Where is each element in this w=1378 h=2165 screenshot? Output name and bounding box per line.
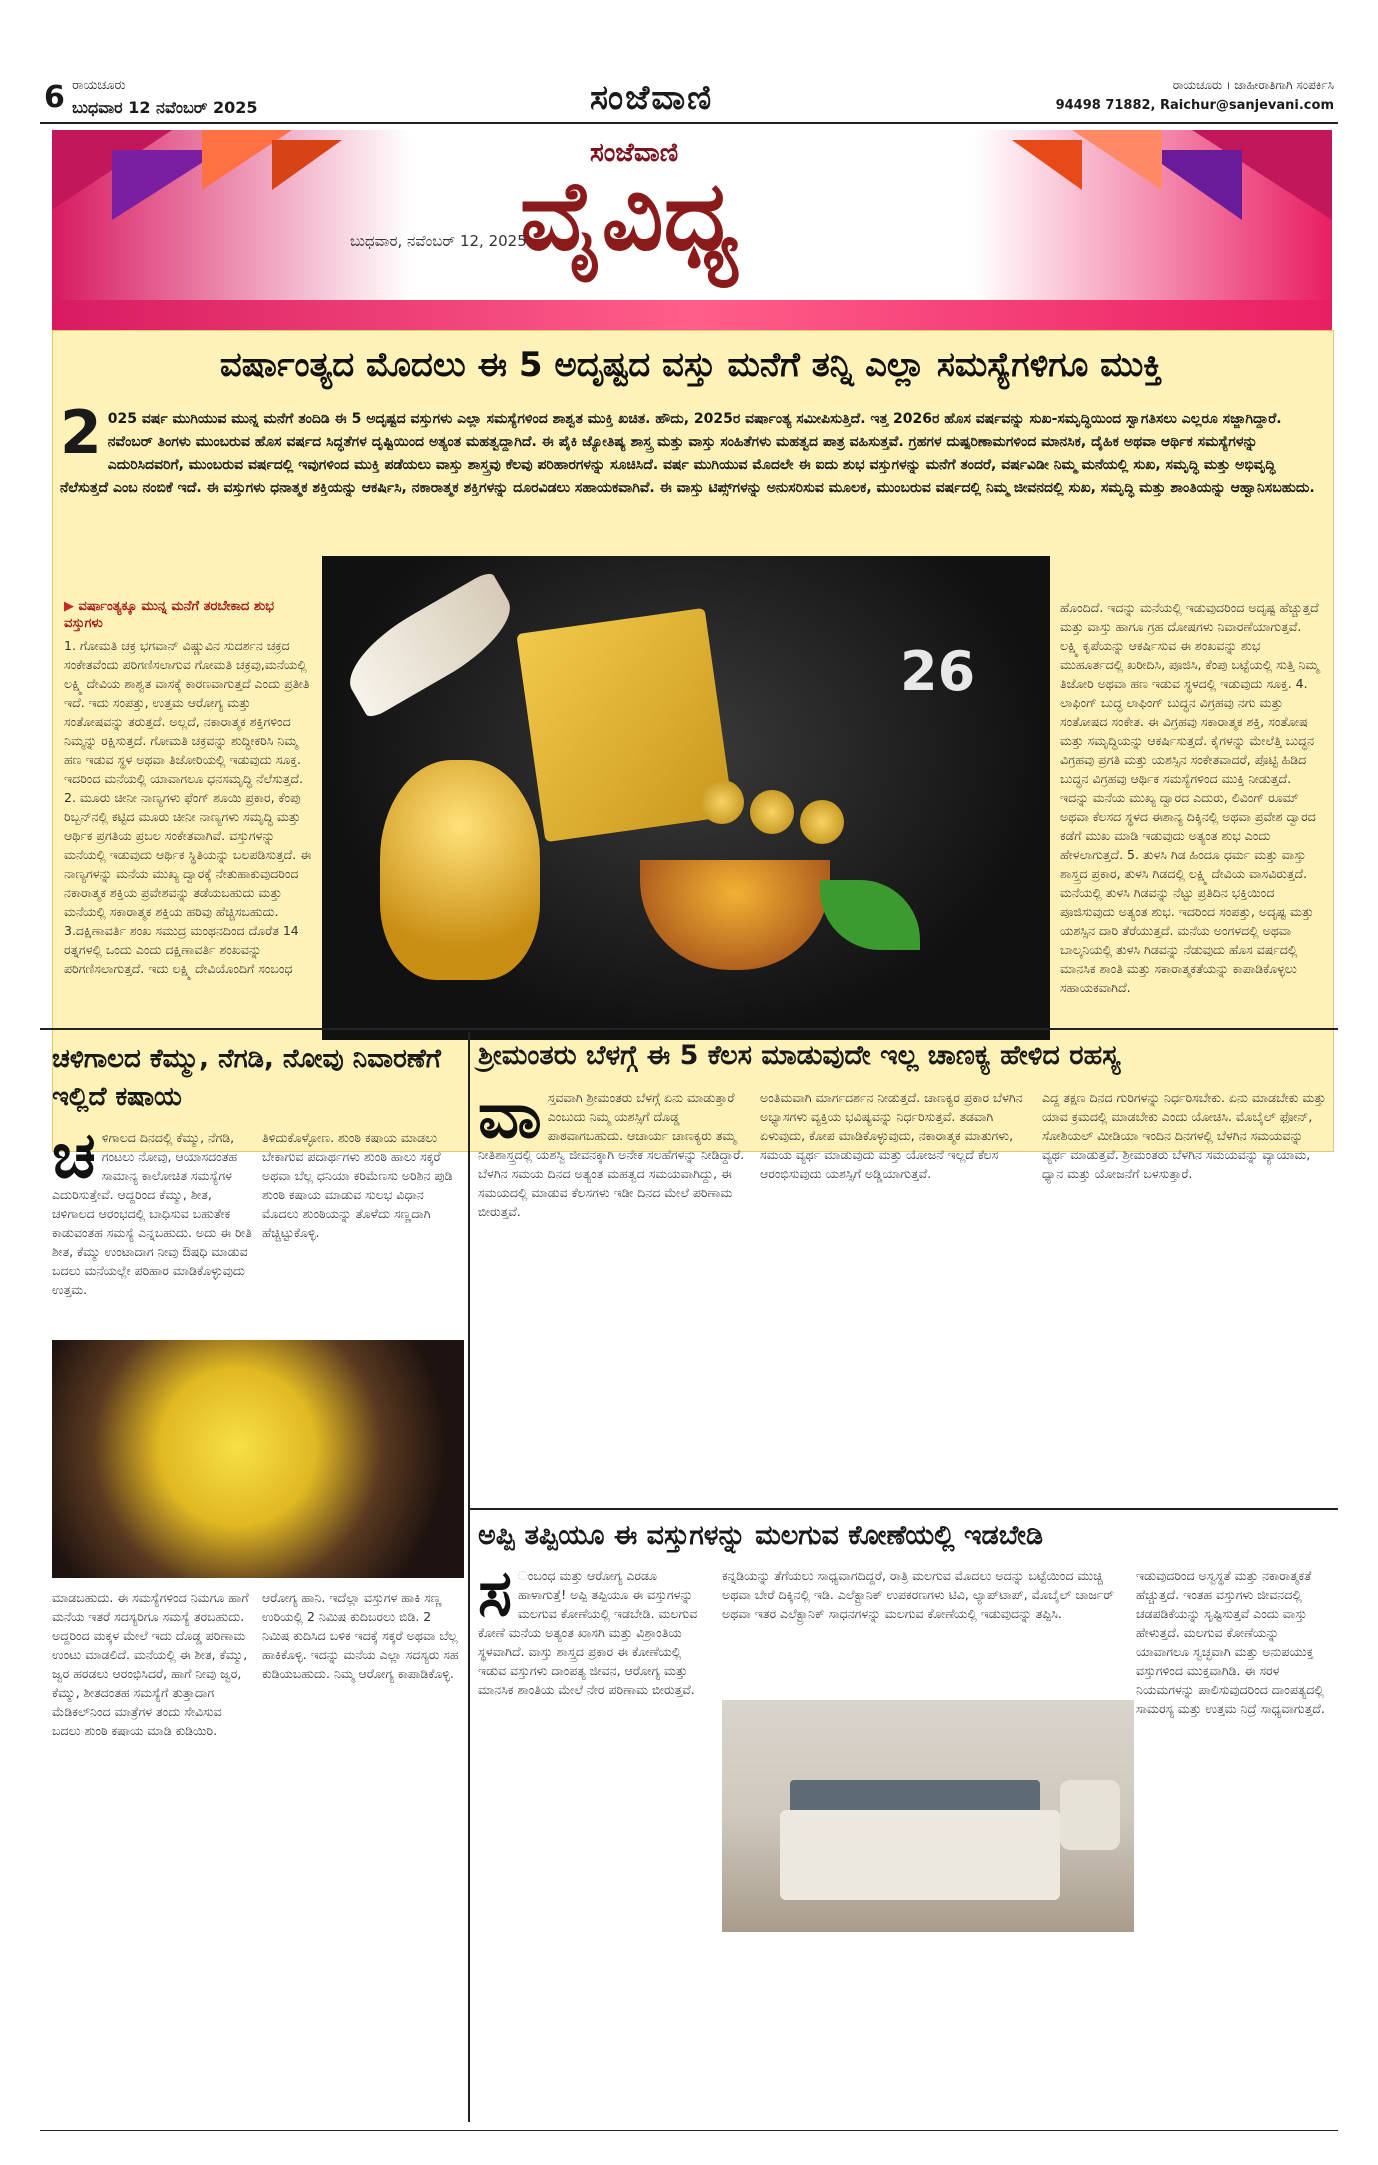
page-footer-rule (40, 2130, 1338, 2131)
lead-drop-cap: 2 (60, 398, 102, 468)
winter-remedy-headline: ಚಳಿಗಾಲದ ಕೆಮ್ಮು, ನೆಗಡಿ, ನೋವು ನಿವಾರಣೆಗೆ ಇಲ್ಲಿದೆ ಕಷಾಯ (52, 1044, 441, 1112)
section-title: ವೈವಿಧ್ಯ (520, 160, 739, 272)
winter-remedy-col4: ಆರೋಗ್ಯ ಹಾನಿ. ಇದೆಲ್ಲಾ ವಸ್ತುಗಳ ಹಾಕಿ ಸಣ್ಣ ಉರಿಯಲ್ಲಿ 2 ನಿಮಿಷ ಕುದಿಬರಲು ಬಿಡಿ. 2 ನಿಮಿಷ ಕುದಿಸಿದ ಬಳಿಕ ಇದಕ್ಕೆ ಸಕ್ಕರೆ ಅಥವಾ ಬೆಲ್ಲ ಹಾಕಿಕೊಳ್ಳಿ. ಇದನ್ನು ಮನೆಯ ಎಲ್ಲಾ ಸದಸ್ಯರು ಸಹ ಕುಡಿಯಬಹುದು. ನಿಮ್ಮ ಆರೋಗ್ಯ ಕಾಪಾಡಿಕೊಳ್ಳಿ. (262, 1590, 459, 1681)
year-ornament: 26 (900, 640, 976, 703)
laughing-buddha (380, 760, 540, 980)
masthead-contact: 94498 71882, Raichur@sanjevani.com (1055, 98, 1334, 113)
bedroom-col2-cont (722, 1940, 1122, 2118)
masthead-date: ಬುಧವಾರ 12 ನವೆಂಬರ್ 2025 (72, 98, 258, 117)
newspaper-logo: ಸಂಜೆವಾಣಿ (590, 78, 714, 118)
section-divider (40, 1028, 1338, 1030)
lead-intro (60, 398, 1322, 500)
bedroom-headline: ಅಪ್ಪಿ ತಪ್ಪಿಯೂ ಈ ವಸ್ತುಗಳನ್ನು ಮಲಗುವ ಕೋಣೆಯಲ್ಲಿ ಇಡಬೇಡಿ (478, 1520, 1044, 1551)
turmeric-milk-photo (52, 1340, 464, 1578)
lead-intro-text: 025 ವರ್ಷ ಮುಗಿಯುವ ಮುನ್ನ ಮನೆಗೆ ತಂದಿಡಿ ಈ 5 ಅದೃಷ್ಟದ ವಸ್ತುಗಳು ಎಲ್ಲಾ ಸಮಸ್ಯೆಗಳಿಂದ ಶಾಶ್ವತ ಮುಕ್ತಿ ಖಚಿತ. ಹೌದು, 2025ರ ವರ್ಷಾಂತ್ಯ ಸಮೀಪಿಸುತ್ತಿದೆ. ಇತ್ತ 2026ರ ಹೊಸ ವರ್ಷವನ್ನು ಸುಖ-ಸಮೃದ್ಧಿಯಿಂದ ಸ್ವಾಗತಿಸಲು ಎಲ್ಲರೂ ಸಜ್ಜಾಗಿದ್ದಾರೆ. ನವೆಂಬರ್ ತಿಂಗಳು ಮುಂಬರುವ ಹೊಸ ವರ್ಷದ ಸಿದ್ಧತೆಗಳ ದೃಷ್ಟಿಯಿಂದ ಅತ್ಯಂತ ಮಹತ್ವದ್ದಾಗಿದೆ. ಈ ಪೈಕಿ ಜ್ಯೋತಿಷ್ಯ ಶಾಸ್ತ್ರ ಮತ್ತು ವಾಸ್ತು ಸಂಹಿತೆಗಳು ಮಹತ್ವದ ಪಾತ್ರ ವಹಿಸುತ್ತವೆ. ಗ್ರಹಗಳ ದುಷ್ಪರಿಣಾಮಗಳಿಂದ ಮಾನಸಿಕ, ದೈಹಿಕ ಅಥವಾ ಆರ್ಥಿಕ ಸಮಸ್ಯೆಗಳನ್ನು ಎದುರಿಸಿದವರಿಗೆ, ಮುಂಬರುವ ವರ್ಷದಲ್ಲಿ ಇವುಗಳಿಂದ ಮುಕ್ತಿ ಪಡೆಯಲು ವಾಸ್ತು ಶಾಸ್ತ್ರವು ಕೆಲವು ಪರಿಹಾರಗಳನ್ನು ಸೂಚಿಸಿದೆ. ವರ್ಷ ಮುಗಿಯುವ ಮೊದಲೇ ಈ ಐದು ಶುಭ ವಸ್ತುಗಳನ್ನು ಮನೆಗೆ ತಂದರೆ, ವರ್ಷವಿಡೀ ನಿಮ್ಮ ಮನೆಯಲ್ಲಿ ಸುಖ, ಸಮೃದ್ಧಿ ಮತ್ತು ಅಭಿವೃದ್ಧಿ ನೆಲೆಸುತ್ತದೆ ಎಂಬ ನಂಬಿಕೆ ಇದೆ. ಈ ವಸ್ತುಗಳು ಧನಾತ್ಮಕ ಶಕ್ತಿಯನ್ನು ಆಕರ್ಷಿಸಿ, ನಕಾರಾತ್ಮಕ ಶಕ್ತಿಗಳನ್ನು ದೂರವಿಡಲು ಸಹಾಯಕವಾಗಿವೆ. ಈ ವಾಸ್ತು ಟಿಪ್ಸ್‌ಗಳನ್ನು ಅನುಸರಿಸುವ ಮೂಲಕ, ಮುಂಬರುವ ವರ್ಷದಲ್ಲಿ ನಿಮ್ಮ ಜೀವನದಲ್ಲಿ ಸುಖ, ಸಮೃದ್ಧಿ ಮತ್ತು ಶಾಂತಿಯನ್ನು ಆಹ್ವಾನಿಸಬಹುದು. (60, 411, 1315, 496)
banner-logo: ಸಂಜೆವಾಣಿ (590, 138, 679, 168)
page-number: 6 (44, 80, 65, 115)
chinese-coin (800, 800, 844, 844)
lead-right-column: ಹೊಂದಿದೆ. ಇದನ್ನು ಮನೆಯಲ್ಲಿ ಇಡುವುದರಿಂದ ಅದೃಷ್ಟ ಹೆಚ್ಚುತ್ತದೆ ಮತ್ತು ವಾಸ್ತು ಹಾಗೂ ಗ್ರಹ ದೋಷಗಳು ನಿವಾರಣೆಯಾಗುತ್ತವೆ. ಲಕ್ಷ್ಮಿ ಕೃಪೆಯನ್ನು ಆಕರ್ಷಿಸುವ ಈ ಶಂಖವನ್ನು ಶುಭ ಮುಹೂರ್ತದಲ್ಲಿ ಖರೀದಿಸಿ, ಪೂಜಿಸಿ, ಕೆಂಪು ಬಟ್ಟೆಯಲ್ಲಿ ಸುತ್ತಿ ನಿಮ್ಮ ತಿಜೋರಿ ಅಥವಾ ಹಣ ಇಡುವ ಸ್ಥಳದಲ್ಲಿ ಇಡುವುದು ಸೂಕ್ತ. 4. ಲಾಫಿಂಗ್ ಬುದ್ಧ ಲಾಫಿಂಗ್ ಬುದ್ಧನ ವಿಗ್ರಹವು ನಗು ಮತ್ತು ಸಂತೋಷದ ಸಂಕೇತ. ಈ ವಿಗ್ರಹವು ಸಕಾರಾತ್ಮಕ ಶಕ್ತಿ, ಸಂತೋಷ ಮತ್ತು ಸಮೃದ್ಧಿಯನ್ನು ಆಕರ್ಷಿಸುತ್ತದೆ. ಕೈಗಳನ್ನು ಮೇಲೆತ್ತಿ ಬುದ್ಧನ ವಿಗ್ರಹವು ಪ್ರಗತಿ ಮತ್ತು ಯಶಸ್ಸಿನ ಸಂಕೇತವಾದರೆ, ಪೊಟ್ಟಿ ಹಿಡಿದ ಬುದ್ಧನ ವಿಗ್ರಹವು ಆರ್ಥಿಕ ಸಮಸ್ಯೆಗಳಿಂದ ಮುಕ್ತಿ ನೀಡುತ್ತದೆ. ಇದನ್ನು ಮನೆಯ ಮುಖ್ಯ ದ್ವಾರದ ಎದುರು, ಲಿವಿಂಗ್ ರೂಮ್ ಅಥವಾ ಕೆಲಸದ ಸ್ಥಳದ ಈಶಾನ್ಯ ದಿಕ್ಕಿನಲ್ಲಿ ಅಥವಾ ಪ್ರವೇಶ ದ್ವಾರದ ಕಡೆಗೆ ಮುಖ ಮಾಡಿ ಇಡುವುದು ಅತ್ಯಂತ ಶುಭ ಎಂದು ಹೇಳಲಾಗುತ್ತದೆ. 5. ತುಳಸಿ ಗಿಡ ಹಿಂದೂ ಧರ್ಮ ಮತ್ತು ವಾಸ್ತು ಶಾಸ್ತ್ರದ ಪ್ರಕಾರ, ತುಳಸಿ ಗಿಡದಲ್ಲಿ ಲಕ್ಷ್ಮಿ ದೇವಿಯ ವಾಸವಿರುತ್ತದೆ. ಮನೆಯಲ್ಲಿ ತುಳಸಿ ಗಿಡವನ್ನು ನೆಟ್ಟು ಪ್ರತಿದಿನ ಭಕ್ತಿಯಿಂದ ಪೂಜಿಸುವುದು ಅತ್ಯಂತ ಶುಭ. ಇದರಿಂದ ಸಂಪತ್ತು, ಅದೃಷ್ಟ ಮತ್ತು ಯಶಸ್ಸಿನ ದಾರಿ ತೆರೆಯುತ್ತದೆ. ಮನೆಯ ಅಂಗಳದಲ್ಲಿ ಅಥವಾ ಬಾಲ್ಕನಿಯಲ್ಲಿ ತುಳಸಿ ಗಿಡವನ್ನು ನೆಡುವುದು ಹೊಸ ವರ್ಷದಲ್ಲಿ ಮಾನಸಿಕ ಶಾಂತಿ ಮತ್ತು ಸಕಾರಾತ್ಮಕತೆಯನ್ನು ಕಾಪಾಡಿಕೊಳ್ಳಲು ಸಹಾಯಕವಾಗಿದೆ. (1060, 600, 1319, 995)
chinese-coin (700, 780, 744, 824)
winter-remedy-col2: ತಿಳಿದುಕೊಳ್ಳೋಣ. ಶುಂಠಿ ಕಷಾಯ ಮಾಡಲು ಬೇಕಾಗುವ ಪದಾರ್ಥಗಳು ಶುಂಠಿ ಹಾಲು ಸಕ್ಕರೆ ಅಥವಾ ಬೆಲ್ಲ ಧನಿಯಾ ಕರಿಮೆಣಸು ಅರಿಶಿನ ಪುಡಿ ಶುಂಠಿ ಕಷಾಯ ಮಾಡುವ ಸುಲಭ ವಿಧಾನ ಮೊದಲು ಶುಂಠಿಯನ್ನು ತೊಳೆದು ಸಣ್ಣದಾಗಿ ಹೆಚ್ಚಿಟ್ಟುಕೊಳ್ಳಿ. (262, 1130, 453, 1240)
section-divider (470, 1508, 1338, 1510)
winter-drop-cap: ಚ (52, 1128, 96, 1193)
armchair (1060, 1780, 1120, 1850)
arrow-icon: ▶ (64, 599, 79, 614)
chinese-coin (750, 790, 794, 834)
bedroom-col1: ಸ ಂಬಂಧ ಮತ್ತು ಆರೋಗ್ಯ ಎರಡೂ ಹಾಳಾಗುತ್ತೆ! ಅಪ್ಪಿ ತಪ್ಪಿಯೂ ಈ ವಸ್ತುಗಳನ್ನು ಮಲಗುವ ಕೋಣೆಯಲ್ಲಿ ಇಡಬೇಡಿ. ಮಲಗುವ ಕೋಣೆ ಮನೆಯ ಅತ್ಯಂತ ಖಾಸಗಿ ಮತ್ತು ವಿಶ್ರಾಂತಿಯ ಸ್ಥಳವಾಗಿದೆ. ವಾಸ್ತು ಶಾಸ್ತ್ರದ ಪ್ರಕಾರ ಈ ಕೋಣೆಯಲ್ಲಿ ಇಡುವ ವಸ್ತುಗಳು ದಾಂಪತ್ಯ ಜೀವನ, ಆರೋಗ್ಯ ಮತ್ತು ಮಾನಸಿಕ ಶಾಂತಿಯ ಮೇಲೆ ನೇರ ಪರಿಣಾಮ ಬೀರುತ್ತವೆ. (478, 1566, 698, 1697)
bedroom-col2: ಕನ್ನಡಿಯನ್ನು ತೆಗೆಯಲು ಸಾಧ್ಯವಾಗದಿದ್ದರೆ, ರಾತ್ರಿ ಮಲಗುವ ಮೊದಲು ಅದನ್ನು ಬಟ್ಟೆಯಿಂದ ಮುಚ್ಚಿ ಅಥವಾ ಬೇರೆ ದಿಕ್ಕಿನಲ್ಲಿ ಇಡಿ. ಎಲೆಕ್ಟ್ರಾನಿಕ್ ಉಪಕರಣಗಳು ಟಿವಿ, ಲ್ಯಾಪ್‌ಟಾಪ್, ಮೊಬೈಲ್ ಚಾರ್ಜರ್ ಅಥವಾ ಇತರ ಎಲೆಕ್ಟ್ರಾನಿಕ್ ಸಾಧನಗಳನ್ನು ಮಲಗುವ ಕೋಣೆಯಲ್ಲಿ ಇಡುವುದನ್ನು ತಪ್ಪಿಸಿ. (722, 1568, 1114, 1621)
lead-left-column: 1. ಗೋಮತಿ ಚಕ್ರ ಭಗವಾನ್ ವಿಷ್ಣುವಿನ ಸುದರ್ಶನ ಚಕ್ರದ ಸಂಕೇತವೆಂದು ಪರಿಗಣಿಸಲಾಗುವ ಗೋಮತಿ ಚಕ್ರವು,ಮನೆಯಲ್ಲಿ ಲಕ್ಷ್ಮಿ ದೇವಿಯ ಶಾಶ್ವತ ವಾಸಕ್ಕೆ ಕಾರಣವಾಗುತ್ತದೆ ಎಂದು ಪ್ರತೀತಿ ಇದೆ. ಇದು ಸಂಪತ್ತು, ಉತ್ತಮ ಆರೋಗ್ಯ ಮತ್ತು ಸಂತೋಷವನ್ನು ತರುತ್ತದೆ. ಅಲ್ಲದೆ, ನಕಾರಾತ್ಮಕ ಶಕ್ತಿಗಳಿಂದ ನಿಮ್ಮನ್ನು ರಕ್ಷಿಸುತ್ತದೆ. ಗೋಮತಿ ಚಕ್ರವನ್ನು ಶುದ್ಧೀಕರಿಸಿ ನಿಮ್ಮ ಹಣ ಇಡುವ ಸ್ಥಳ ಅಥವಾ ತಿಜೋರಿಯಲ್ಲಿ ಇಡುವುದು ಸೂಕ್ತ. ಇದರಿಂದ ಮನೆಯಲ್ಲಿ ಯಾವಾಗಲೂ ಧನಸಮೃದ್ಧಿ ನೆಲೆಸುತ್ತದೆ. 2. ಮೂರು ಚೀನೀ ನಾಣ್ಯಗಳು ಫೆಂಗ್ ಶೂಯಿ ಪ್ರಕಾರ, ಕೆಂಪು ರಿಬ್ಬನ್‌ನಲ್ಲಿ ಕಟ್ಟಿದ ಮೂರು ಚೀನೀ ನಾಣ್ಯಗಳು ಸಮೃದ್ಧಿ ಮತ್ತು ಆರ್ಥಿಕ ಪ್ರಗತಿಯ ಪ್ರಬಲ ಸಂಕೇತವಾಗಿವೆ. ವಸ್ತುಗಳನ್ನು ಮನೆಯಲ್ಲಿ ಇಡುವುದು ಆರ್ಥಿಕ ಸ್ಥಿತಿಯನ್ನು ಬಲಪಡಿಸುತ್ತದೆ. ಈ ನಾಣ್ಯಗಳನ್ನು ಮನೆಯ ಮುಖ್ಯ ದ್ವಾರಕ್ಕೆ ನೇತುಹಾಕುವುದರಿಂದ ನಕಾರಾತ್ಮಕ ಶಕ್ತಿಯ ಪ್ರವೇಶವನ್ನು ತಡೆಯಬಹುದು ಮತ್ತು ಮನೆಯಲ್ಲಿ ಸಕಾರಾತ್ಮಕ ಶಕ್ತಿಯ ಹರಿವು ಹೆಚ್ಚಿಸಬಹುದು. 3.ದಕ್ಷಿಣಾವರ್ತಿ ಶಂಖ ಸಮುದ್ರ ಮಂಥನದಿಂದ ದೊರೆತ 14 ರತ್ನಗಳಲ್ಲಿ ಒಂದು ಎಂದು ದಕ್ಷಿಣಾವರ್ತಿ ಶಂಖವನ್ನು ಪರಿಗಣಿಸಲಾಗುತ್ತದೆ. ಇದು ಲಕ್ಷ್ಮಿ ದೇವಿಯೊಂದಿಗೆ ಸಂಬಂಧ (64, 638, 312, 976)
lead-headline: ವರ್ಷಾಂತ್ಯದ ಮೊದಲು ಈ 5 ಅದೃಷ್ಟದ ವಸ್ತು ಮನೆಗೆ ತನ್ನಿ ಎಲ್ಲಾ ಸಮಸ್ಯೆಗಳಿಗೂ ಮುಕ್ತಿ (219, 345, 1163, 385)
chanakya-headline: ಶ್ರೀಮಂತರು ಬೆಳಗ್ಗೆ ಈ 5 ಕೆಲಸ ಮಾಡುವುದೇ ಇಲ್ಲ ಚಾಣಕ್ಯ ಹೇಳಿದ ರಹಸ್ಯ (478, 1040, 1121, 1071)
masthead-place: ರಾಯಚೂರು (72, 78, 126, 93)
bedroom-col3: ಇಡುವುದರಿಂದ ಅಸ್ವಸ್ಥತೆ ಮತ್ತು ನಕಾರಾತ್ಮಕತೆ ಹೆಚ್ಚುತ್ತದೆ. ಇಂತಹ ವಸ್ತುಗಳು ಜೀವನದಲ್ಲಿ ಚಡಪಡಿಕೆಯನ್ನು ಸೃಷ್ಟಿಸುತ್ತವೆ ಎಂದು ವಾಸ್ತು ಹೇಳುತ್ತದೆ. ಮಲಗುವ ಕೋಣೆಯನ್ನು ಯಾವಾಗಲೂ ಸ್ವಚ್ಛವಾಗಿ ಮತ್ತು ಅನುಪಯುಕ್ತ ವಸ್ತುಗಳಿಂದ ಮುಕ್ತವಾಗಿಡಿ. ಈ ಸರಳ ನಿಯಮಗಳನ್ನು ಪಾಲಿಸುವುದರಿಂದ ದಾಂಪತ್ಯದಲ್ಲಿ ಸಾಮರಸ್ಯ ಮತ್ತು ಉತ್ತಮ ನಿದ್ರೆ ಸಾಧ್ಯವಾಗುತ್ತದೆ. (1136, 1568, 1325, 1716)
lead-subhead: ▶ ವರ್ಷಾಂತ್ಯಕ್ಕೂ ಮುನ್ನ ಮನೆಗೆ ತರಬೇಕಾದ ಶುಭ ವಸ್ತುಗಳು (64, 599, 274, 631)
chanakya-col2: ಅಂತಿಮವಾಗಿ ಮಾರ್ಗದರ್ಶನ ನೀಡುತ್ತದೆ. ಚಾಣಕ್ಯರ ಪ್ರಕಾರ ಬೆಳಗಿನ ಅಭ್ಯಾಸಗಳು ವ್ಯಕ್ತಿಯ ಭವಿಷ್ಯವನ್ನು ನಿರ್ಧರಿಸುತ್ತವೆ. ತಡವಾಗಿ ಏಳುವುದು, ಕೋಪ ಮಾಡಿಕೊಳ್ಳುವುದು, ನಕಾರಾತ್ಮಕ ಮಾತುಗಳು, ಸಮಯ ವ್ಯರ್ಥ ಮಾಡುವುದು ಮತ್ತು ಯೋಜನೆ ಇಲ್ಲದೆ ಕೆಲಸ ಆರಂಭಿಸುವುದು ಯಶಸ್ಸಿಗೆ ಅಡ್ಡಿಯಾಗುತ್ತವೆ. (760, 1090, 1023, 1181)
chanakya-col3: ಎದ್ದ ತಕ್ಷಣ ದಿನದ ಗುರಿಗಳನ್ನು ನಿರ್ಧರಿಸಬೇಕು. ಏನು ಮಾಡಬೇಕು ಮತ್ತು ಯಾವ ಕ್ರಮದಲ್ಲಿ ಮಾಡಬೇಕು ಎಂದು ಯೋಚಿಸಿ. ಮೊಬೈಲ್ ಫೋನ್, ಸೋಶಿಯಲ್ ಮೀಡಿಯಾ ಇಂದಿನ ದಿನಗಳಲ್ಲಿ ಬೆಳಗಿನ ಸಮಯವನ್ನು ವ್ಯರ್ಥ ಮಾಡುತ್ತವೆ. ಶ್ರೀಮಂತರು ಬೆಳಗಿನ ಸಮಯವನ್ನು ವ್ಯಾಯಾಮ, ಧ್ಯಾನ ಮತ್ತು ಯೋಜನೆಗೆ ಬಳಸುತ್ತಾರೆ. (1042, 1090, 1326, 1181)
bed (780, 1810, 1060, 1900)
chanakya-drop-cap: ವಾ (478, 1088, 542, 1153)
winter-remedy-col1: ಚ ಳಿಗಾಲದ ದಿನದಲ್ಲಿ ಕೆಮ್ಮು, ನೆಗಡಿ, ಗಂಟಲು ನೋವು, ಆಯಾಸದಂತಹ ಸಾಮಾನ್ಯ ಕಾಲೋಚಿತ ಸಮಸ್ಯೆಗಳ ಎದುರಿಸುತ್ತೇವೆ. ಆದ್ದರಿಂದ ಕೆಮ್ಮು, ಶೀತ, ಚಳಿಗಾಲದ ಆರಂಭದಲ್ಲಿ ಬಾಧಿಸುವ ಬಹುತೇಕ ಕಾಡುವಂತಹ ಸಮಸ್ಯೆ ಎನ್ನಬಹುದು. ಅದು ಈ ರೀತಿ ಶೀತ, ಕೆಮ್ಮು ಉಂಟಾದಾಗ ನೀವು ಔಷಧಿ ಮಾಡುವ ಬದಲು ಮನೆಯಲ್ಲೇ ಪರಿಹಾರ ಮಾಡಿಕೊಳ್ಳುವುದು ಉತ್ತಮ. (52, 1128, 252, 1297)
chanakya-col1: ವಾ ಸ್ತವವಾಗಿ ಶ್ರೀಮಂತರು ಬೆಳಗ್ಗೆ ಏನು ಮಾಡುತ್ತಾರೆ ಎಂಬುದು ನಿಮ್ಮ ಯಶಸ್ಸಿಗೆ ದೊಡ್ಡ ಪಾಠವಾಗಬಹುದು. ಆಚಾರ್ಯ ಚಾಣಕ್ಯರು ತಮ್ಮ ನೀತಿಶಾಸ್ತ್ರದಲ್ಲಿ ಯಶಸ್ವಿ ಜೀವನಕ್ಕಾಗಿ ಅನೇಕ ಸಲಹೆಗಳನ್ನು ನೀಡಿದ್ದಾರೆ. ಬೆಳಗಿನ ಸಮಯ ದಿನದ ಅತ್ಯಂತ ಮಹತ್ವದ ಸಮಯವಾಗಿದ್ದು, ಈ ಸಮಯದಲ್ಲಿ ಮಾಡುವ ಕೆಲಸಗಳು ಇಡೀ ದಿನದ ಮೇಲೆ ಪರಿಣಾಮ ಬೀರುತ್ತವೆ. (478, 1088, 745, 1219)
column-divider (468, 1032, 470, 2122)
winter-remedy-col3: ಮಾಡಬಹುದು. ಈ ಸಮಸ್ಯೆಗಳಿಂದ ನಿಮಗೂ ಹಾಗೆ ಮನೆಯ ಇತರೆ ಸದಸ್ಯರಿಗೂ ಸಮಸ್ಯೆ ತರಬಹುದು. ಅದ್ದರಿಂದ ಮಕ್ಕಳ ಮೇಲೆ ಇದು ದೊಡ್ಡ ಪರಿಣಾಮ ಉಂಟು ಮಾಡಲಿದೆ. ಮನೆಯಲ್ಲಿ ಈ ಶೀತ, ಕೆಮ್ಮು, ಜ್ವರ ಹರಡಲು ಆರಂಭಿಸಿದರೆ, ಹಾಗೆ ನೀವು ಜ್ವರ, ಕೆಮ್ಮು, ಶೀತದಂತಹ ಸಮಸ್ಯೆಗೆ ತುತ್ತಾದಾಗ ಮೆಡಿಕಲ್‌ನಿಂದ ಮಾತ್ರೆಗಳ ತಂದು ಸೇವಿಸುವ ಬದಲು ಶುಂಠಿ ಕಷಾಯ ಮಾಡಿ ಕುಡಿಯಿರಿ. (52, 1590, 249, 1738)
bedroom-drop-cap: ಸ (478, 1566, 512, 1631)
banner-wave (52, 300, 1332, 330)
masthead-contact-label: ರಾಯಚೂರು । ಜಾಹೀರಾತಿಗಾಗಿ ಸಂಪರ್ಕಿಸಿ (1172, 78, 1334, 92)
banner-date: ಬುಧವಾರ, ನವೆಂಬರ್ 12, 2025 (350, 232, 527, 250)
